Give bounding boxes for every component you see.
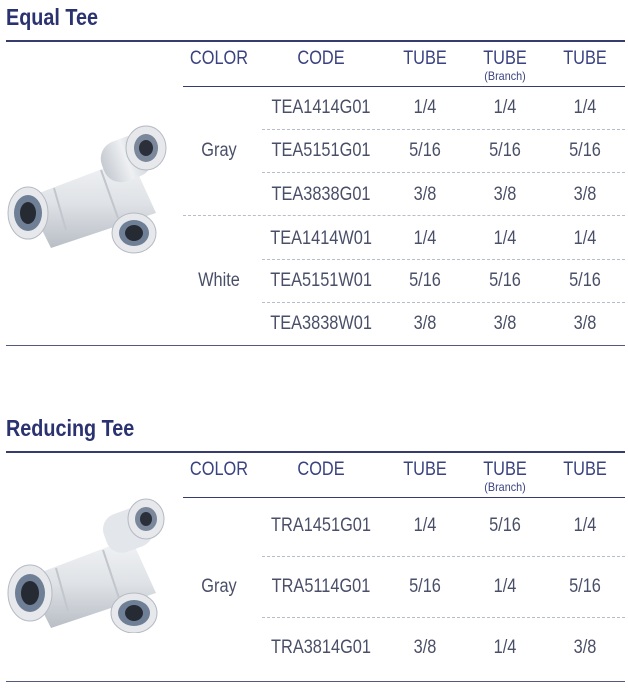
- header-tube: TUBE: [403, 459, 447, 480]
- table-row-code: TRA3814G01: [271, 637, 371, 658]
- table-row-tube: 3/8: [413, 637, 437, 658]
- header-color: COLOR: [189, 459, 249, 480]
- table-row-code: TEA3838W01: [270, 313, 372, 334]
- group-color-gray: Gray: [201, 576, 237, 597]
- table-row-tube2: 5/16: [569, 140, 601, 161]
- table-row-tube2: 5/16: [569, 576, 601, 597]
- header-underline: [183, 86, 625, 87]
- row-divider: [262, 129, 625, 130]
- table-row-branch: 3/8: [493, 313, 517, 334]
- table-row-tube2: 1/4: [573, 515, 597, 536]
- header-tube: TUBE: [403, 48, 447, 69]
- group-color-gray: Gray: [201, 140, 237, 161]
- header-tube-2: TUBE: [563, 459, 607, 480]
- header-underline: [183, 497, 625, 498]
- group-color-white: White: [198, 270, 240, 291]
- table-row-code: TEA1414G01: [271, 97, 371, 118]
- table-row-tube2: 3/8: [573, 184, 597, 205]
- table-row-tube2: 3/8: [573, 637, 597, 658]
- table-row-tube2: 5/16: [569, 270, 601, 291]
- section-bottom-rule: [6, 345, 625, 346]
- table-row-tube: 5/16: [409, 140, 441, 161]
- group-divider: [183, 215, 625, 216]
- row-divider: [262, 617, 625, 618]
- row-divider: [262, 556, 625, 557]
- section-title: Reducing Tee: [6, 415, 135, 441]
- header-code: CODE: [297, 48, 345, 69]
- table-row-code: TEA3838G01: [271, 184, 371, 205]
- header-branch-sub: (Branch): [484, 480, 526, 494]
- section-title: Equal Tee: [6, 4, 98, 30]
- table-row-branch: 1/4: [493, 97, 517, 118]
- table-row-tube: 1/4: [413, 228, 437, 249]
- section-top-rule: [6, 451, 625, 453]
- table-row-code: TEA5151W01: [270, 270, 372, 291]
- header-tube-branch: TUBE: [483, 459, 527, 480]
- table-row-branch: 5/16: [489, 270, 521, 291]
- section-bottom-rule: [6, 681, 625, 682]
- row-divider: [262, 172, 625, 173]
- table-row-branch: 1/4: [493, 228, 517, 249]
- header-code: CODE: [297, 459, 345, 480]
- table-row-tube: 5/16: [409, 270, 441, 291]
- table-row-tube2: 1/4: [573, 97, 597, 118]
- table-row-branch: 1/4: [493, 637, 517, 658]
- header-color: COLOR: [189, 48, 249, 69]
- table-row-tube: 5/16: [409, 576, 441, 597]
- table-row-tube2: 1/4: [573, 228, 597, 249]
- table-row-code: TEA5151G01: [271, 140, 371, 161]
- header-tube-2: TUBE: [563, 48, 607, 69]
- equal-tee-fitting-image: [6, 118, 178, 258]
- row-divider: [262, 259, 625, 260]
- table-row-code: TEA1414W01: [270, 228, 372, 249]
- table-row-tube: 3/8: [413, 184, 437, 205]
- table-row-branch: 1/4: [493, 576, 517, 597]
- table-row-branch: 5/16: [489, 140, 521, 161]
- table-row-branch: 3/8: [493, 184, 517, 205]
- row-divider: [262, 302, 625, 303]
- table-row-tube: 1/4: [413, 515, 437, 536]
- table-row-tube2: 3/8: [573, 313, 597, 334]
- table-row-code: TRA5114G01: [271, 576, 371, 597]
- reducing-tee-fitting-image: [6, 493, 178, 633]
- header-tube-branch: TUBE: [483, 48, 527, 69]
- header-branch-sub: (Branch): [484, 69, 526, 83]
- section-top-rule: [6, 40, 625, 42]
- table-row-branch: 5/16: [489, 515, 521, 536]
- table-row-tube: 3/8: [413, 313, 437, 334]
- table-row-tube: 1/4: [413, 97, 437, 118]
- table-row-code: TRA1451G01: [271, 515, 371, 536]
